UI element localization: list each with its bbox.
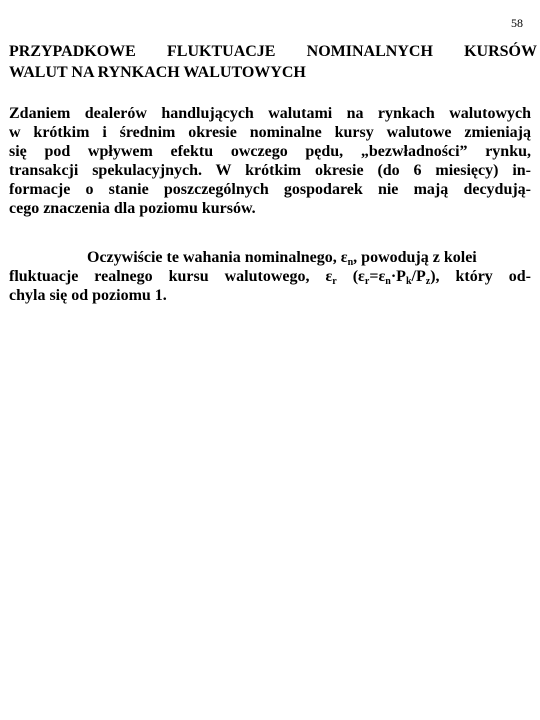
subscript-z: z	[425, 276, 431, 287]
subscript-n-2: n	[385, 276, 391, 287]
formula-part-3: ·P	[390, 268, 406, 285]
paragraph-1-line-5: formacje o stanie poszczególnych gospodarek nie mają decydują-	[9, 181, 531, 198]
paragraph-1	[9, 104, 531, 218]
paragraph-2-line-2	[9, 267, 531, 286]
heading-line-2: WALUT NA RYNKACH WALUTOWYCH	[9, 64, 306, 81]
paragraph-1-line-4: transakcji spekulacyjnych. W krótkim okresie (do 6 miesięcy) in-	[9, 162, 531, 179]
subscript-r: r	[332, 276, 337, 287]
paragraph-1-line-1: Zdaniem dealerów handlujących walutami na rynkach walutowych	[9, 105, 531, 122]
document-heading	[9, 41, 537, 83]
paragraph-2	[9, 248, 531, 305]
subscript-n: n	[347, 257, 354, 268]
page-number: 58	[511, 16, 523, 30]
paragraph-2-line-2-text-a: fluktuacje realnego kursu walutowego, ε	[9, 268, 333, 285]
formula-part-4: /P	[411, 268, 426, 285]
paragraph-2-line-2-text-b: ), który od-	[430, 268, 531, 285]
heading-line-1: PRZYPADKOWE FLUKTUACJE NOMINALNYCH KURSÓW	[9, 43, 537, 60]
formula-part-2: =ε	[369, 268, 386, 285]
paragraph-2-line-1-text-b: , powodują z kolei	[353, 249, 477, 266]
paragraph-1-line-3: się pod wpływem efektu owczego pędu, „bezwładności” rynku,	[9, 143, 531, 160]
subscript-r-2: r	[364, 276, 370, 287]
paragraph-2-line-1	[9, 248, 531, 267]
subscript-k: k	[405, 276, 412, 287]
paragraph-2-line-1-text-a: Oczywiście te wahania nominalnego, ε	[87, 249, 348, 266]
paragraph-1-line-6: cego znaczenia dla poziomu kursów.	[9, 200, 256, 217]
paragraph-1-line-2: w krótkim i średnim okresie nominalne kursy walutowe zmieniają	[9, 124, 531, 141]
formula-part-1: (ε	[336, 268, 365, 285]
paragraph-2-line-3: chyla się od poziomu 1.	[9, 287, 167, 304]
